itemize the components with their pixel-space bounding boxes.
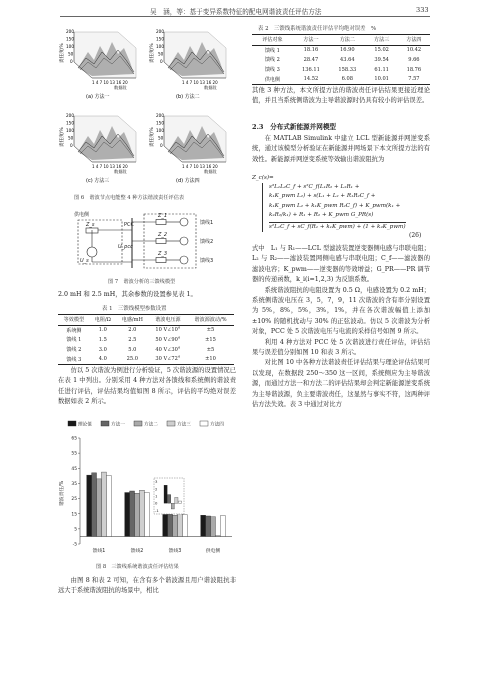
fig6-sub-a: (a) 方法一: [86, 94, 110, 100]
y-axis-title: 谐波责任/%: [60, 480, 65, 506]
fig6-tick: 50: [68, 51, 74, 57]
y-tick-label: -5: [72, 542, 77, 548]
fig6-tick: 100: [156, 128, 164, 133]
fig6-panel-d: [148, 113, 226, 184]
x-tick-label: 馈线3: [168, 549, 182, 554]
fig6-tick: 0: [70, 59, 73, 64]
inset-tick-label: 3: [155, 479, 158, 485]
fig6-caption: 图 6 谐波节点电能整 4 种方法谐波责任评估表: [74, 195, 185, 201]
fig7-pcc: PCC: [124, 222, 134, 228]
cell: 6.08: [341, 76, 353, 83]
cell: 馈线 3: [66, 356, 82, 363]
formula-line: s²L₁C_f + sC_f(R₁ + k₁K_pwm) + (1 + k₂K_pwm): [269, 222, 406, 232]
inset-bar: [171, 503, 174, 509]
fig6-sub-d: (d) 方法四: [176, 178, 200, 184]
cell: 馈线 1: [66, 337, 82, 344]
fig7-caption: 图 7 谐波分析的三馈线模型: [108, 279, 176, 285]
inset-bar: [178, 501, 181, 503]
t1-h: 等效模型: [63, 317, 85, 324]
x-tick-label: 供电侧: [205, 549, 221, 554]
table-row: [58, 335, 234, 345]
bar: [168, 514, 173, 537]
equation-number: (26): [409, 232, 422, 239]
fig6-tick: 50: [158, 135, 164, 141]
fig6-tick: 100: [156, 44, 164, 49]
bar: [173, 515, 178, 536]
cell: 18.76: [406, 66, 422, 73]
cell: 馈线 2: [66, 347, 82, 354]
cell: 7.57: [408, 76, 420, 83]
paragraph-l0: 2.0 mH 和 2.5 mH，其余参数的设置参见表 1。: [58, 291, 197, 298]
fig6-panel-b: [148, 29, 226, 100]
running-header: 吴 涵，等：基于变异系数特征的配电网谐波责任评估方法: [150, 8, 322, 16]
t1-h: 谐波源波动/%: [194, 317, 227, 324]
section-2-3-heading: 2.3 分布式新能源并网模型: [252, 123, 337, 131]
cell: 158.33: [338, 66, 357, 73]
bar: [101, 472, 106, 536]
inset-tick-label: -1: [155, 507, 159, 513]
paragraph-r6: 对比图 10 中各种方法谐波责任评估结果与理论评估结果可以发现，在数据段 250～350 这一区间，系统侧应为主导谐波源，而通过方法一和方法二的评估结果却会判定新能源逆变系统为主导谐波源，负主要谐波责任，这显然与事实不符，这两种评估方法失效。表 3 中通过对比方: [252, 359, 430, 409]
fig6-sub-c: (c) 方法三: [86, 178, 110, 184]
inset-bar: [164, 485, 167, 503]
fig6-tick: 150: [66, 120, 74, 126]
cell: 15.02: [374, 47, 389, 54]
cell: 30 V∠72°: [155, 356, 181, 363]
y-tick-label: 35: [71, 482, 77, 488]
cell: ±10: [205, 356, 216, 363]
fig6-sub-b: (b) 方法二: [176, 94, 200, 100]
table-1: [58, 314, 234, 365]
header-rule: [60, 16, 430, 17]
y-tick-label: 55: [71, 451, 77, 457]
t2-h: 方法三: [374, 37, 390, 44]
fig8-caption: 图 8 三馈线系统谐波责任评估结果: [96, 564, 179, 570]
bar: [130, 491, 135, 536]
fig6-tick: 100: [66, 44, 74, 49]
fig6-xticks: 1 4 7 10 13 16 20: [92, 80, 128, 85]
cell: 39.54: [374, 56, 389, 63]
bar: [211, 517, 216, 537]
fig6-tick: 200: [156, 113, 164, 118]
legend-swatch: [101, 421, 109, 426]
cell: 系统侧: [66, 327, 82, 334]
cell: 1.0: [98, 327, 107, 334]
cell: 18.16: [303, 47, 319, 54]
cell: 61.11: [374, 66, 389, 73]
paragraph-r4: 系统谐波阻抗的电阻设置为 0.5 Ω，电感设置为 0.2 mH；系统侧谐波电压在 3，5，7，9，11 次谐波的含有率分别设置为 5%，8%，5%，3%，1%，并在各次谐波幅值上添加 ±10% 的随机扰动与 30% 的正弦波动。仿以 5 次谐波为分析对象，PCC 处 5 次谐波电压与电流的采样信号如图 9 所示。: [252, 286, 430, 336]
cell: 14.52: [303, 76, 319, 83]
bar: [87, 475, 92, 536]
fig7-supply: 供电侧: [74, 212, 90, 218]
y-tick-label: 45: [71, 466, 77, 472]
cell: 9.66: [408, 56, 420, 63]
fig6-tick: 150: [66, 36, 74, 42]
fig6-tick: 200: [156, 29, 164, 34]
cell: 16.90: [340, 47, 355, 54]
legend-swatch: [68, 421, 76, 426]
fig6-xlabel: 数据段: [114, 169, 127, 174]
legend-swatch: [134, 421, 142, 426]
bar: [125, 493, 130, 537]
formula-line: k₁K_pwm L₂ + k₁K_pwm R₂C_f) + K_pwm(k₁ +: [269, 202, 401, 209]
legend-label: 方法二: [144, 422, 158, 428]
cell: ±5: [206, 346, 215, 353]
fig7-upcc: U_pcc: [118, 244, 133, 250]
bar: [177, 513, 182, 536]
inset-bar: [175, 497, 178, 503]
table2-title: 表 2 三馈线系统谐波责任评估平均绝对误差 %: [258, 26, 377, 32]
t2-h: 方法二: [339, 37, 355, 44]
fig6-ylabel-c: 责任度/%: [60, 127, 65, 147]
cell: 10 V∠10°: [155, 327, 181, 334]
fig6-ylabel-d: 责任度/%: [150, 127, 155, 147]
x-tick-label: 馈线2: [130, 549, 144, 554]
cell: 馈线 2: [264, 57, 280, 64]
fig7-z1: Z_1: [158, 213, 168, 219]
bar: [201, 515, 206, 536]
table-row: [252, 74, 430, 84]
table-row: [58, 345, 234, 355]
t2-h: 方法四: [406, 37, 422, 44]
fig6-xticks: 1 4 7 10 13 16 20: [182, 164, 218, 169]
formula-line: k₂R₂/k₁) + R₁ + R₂ + K_pwm G_PR(s): [269, 212, 374, 219]
formula-line: s³L₁L₂C_f + s²C_f(L₁R₂ + L₂R₁ +: [269, 184, 360, 190]
fig6-tick: 150: [156, 36, 164, 42]
fig6-panel-c: [58, 113, 136, 184]
y-tick-label: 15: [71, 512, 77, 518]
legend-label: 理论值: [78, 422, 92, 428]
paragraph-r2: 在 MATLAB Simulink 中建立 LCL 型新能源并网逆变系统，通过该模型分析验证在新能源并网场景下本文所提方法的有效性。新能源并网逆变系统等效输出谐波阻抗为: [252, 135, 430, 163]
cell: 10.01: [374, 76, 389, 83]
bar: [139, 490, 144, 536]
bar: [220, 516, 225, 537]
bar: [163, 514, 168, 536]
fig6-xticks: 1 4 7 10 13 16 20: [92, 164, 128, 169]
paragraph-l1: 仿以 5 次谐波为例进行分析验证，5 次谐波源的设置情况已在表 1 中列出。分别采用 4 种方法对各馈线和系统侧的谐波责任进行评估，评估结果均值如图 8 所示，评估的平均绝对误差数据如表 2 所示。: [58, 367, 236, 406]
cell: 3.0: [98, 346, 107, 353]
bar: [92, 473, 97, 537]
bar: [144, 493, 149, 537]
legend-swatch: [167, 421, 175, 426]
cell: 馈线 1: [264, 47, 280, 54]
figure-7-circuit: [72, 208, 232, 274]
fig6-xlabel: 数据段: [114, 85, 127, 90]
fig7-feeder2: 馈线2: [200, 239, 214, 245]
legend-label: 方法四: [210, 422, 224, 428]
cell: 136.11: [302, 66, 320, 73]
table1-title: 表 1 三馈线模型参数设置: [102, 306, 167, 312]
table-row: [58, 325, 234, 335]
y-tick-label: 65: [71, 436, 77, 442]
fig7-zs: Z_s: [86, 222, 95, 228]
paragraph-r1: 其他 3 种方法，本文所提方法的谐波责任评估结果更接近理论值，并且当系统侧谐波为主导谐波源时仍具有较小的评估误差。: [252, 87, 430, 105]
formula-lhs: Z_c(s)=: [252, 175, 274, 181]
table-row: [252, 45, 430, 55]
table-2: [252, 34, 430, 85]
fig6-tick: 200: [66, 29, 74, 34]
fig7-us: U_s: [80, 258, 89, 264]
bar: [182, 515, 187, 537]
cell: 43.64: [340, 56, 355, 63]
inset-tick-label: 0: [155, 500, 158, 506]
table-row: [252, 55, 430, 65]
cell: ±5: [206, 327, 215, 334]
cell: ±15: [205, 336, 216, 343]
fig6-tick: 200: [66, 113, 74, 118]
fig6-ylabel-a: 责任度/%: [60, 43, 65, 63]
fig6-panel-a: [58, 29, 136, 100]
fig6-tick: 100: [66, 128, 74, 133]
cell: 2.5: [128, 336, 137, 343]
cell: 40 V∠30°: [155, 346, 181, 353]
fig6-tick: 0: [160, 143, 163, 148]
t1-h: 电感/mH: [121, 317, 143, 324]
t1-h: 电阻/Ω: [94, 317, 111, 324]
formula-block: [262, 183, 406, 232]
fig6-tick: 50: [68, 135, 74, 141]
cell: 4.0: [98, 356, 107, 363]
y-tick-label: 5: [74, 527, 77, 533]
cell: 供电侧: [264, 76, 280, 83]
paragraph-r3: 式中 L₁ 与 R₁——LCL 型滤波装置逆变器侧电感与串联电阻；L₂ 与 R₂——滤波装置网侧电感与串联电阻；C_f——滤波器的滤波电容；K_pwm——逆变器的等效增益；G_PR——PR 调节器的传递函数，k_i(i=1,2,3) 为反馈系数。: [252, 245, 430, 284]
inset-tick-label: 2: [155, 486, 158, 492]
fig6-xticks: 1 4 7 10 13 16 20: [182, 80, 218, 85]
t1-h: 谐波电压源: [155, 317, 181, 324]
fig6-xlabel: 数据段: [204, 85, 217, 90]
bar: [135, 493, 140, 536]
t2-h: 方法一: [303, 37, 319, 44]
paragraph-r5: 利用 4 种方法对 PCC 处 5 次谐波进行责任评估，评估结果与误差值分别如图 10 和表 3 所示。: [252, 338, 430, 357]
figure-8-bar-chart: [58, 418, 236, 562]
paragraph-l2: 由图 8 和表 2 可知，在含有多个谐波源且用户谐波阻抗非远大于系统谐波阻抗的场景中，相比: [58, 577, 236, 595]
fig6-tick: 50: [158, 51, 164, 57]
table-row: [58, 354, 234, 364]
inset-bar: [168, 495, 171, 504]
cell: 25.0: [126, 356, 138, 363]
cell: 5.0: [128, 346, 137, 353]
cell: 1.5: [98, 336, 107, 343]
cell: 馈线 3: [264, 67, 280, 74]
legend-label: 方法三: [177, 422, 191, 428]
fig6-tick: 150: [156, 120, 164, 126]
fig7-feeder1: 馈线1: [200, 220, 214, 226]
table-row: [252, 65, 430, 75]
fig7-z2: Z_2: [158, 232, 168, 238]
t2-h: 评估对象: [262, 37, 283, 44]
bar: [206, 516, 211, 536]
fig7-feeder3: 馈线3: [200, 258, 214, 264]
page-number: 333: [416, 6, 429, 14]
legend-label: 方法一: [111, 422, 125, 428]
cell: 10.42: [406, 47, 422, 54]
inset-tick-label: 1: [155, 493, 158, 499]
cell: 2.0: [128, 327, 137, 334]
formula-line: k₁K_pwm L₂) + s(L₁ + L₂ + R₁R₂C_f +: [269, 193, 376, 200]
y-tick-label: 25: [71, 497, 77, 503]
fig6-tick: 0: [160, 59, 163, 64]
cell: 28.47: [303, 56, 319, 63]
bar: [106, 476, 111, 537]
bar: [97, 479, 102, 537]
fig6-tick: 0: [70, 143, 73, 148]
x-tick-label: 馈线1: [92, 549, 106, 554]
legend-swatch: [200, 421, 208, 426]
fig7-z3: Z_3: [158, 251, 168, 257]
bar: [215, 536, 220, 537]
cell: 50 V∠90°: [155, 336, 181, 343]
fig6-ylabel-b: 责任度/%: [150, 43, 155, 63]
fig6-xlabel: 数据段: [204, 169, 217, 174]
